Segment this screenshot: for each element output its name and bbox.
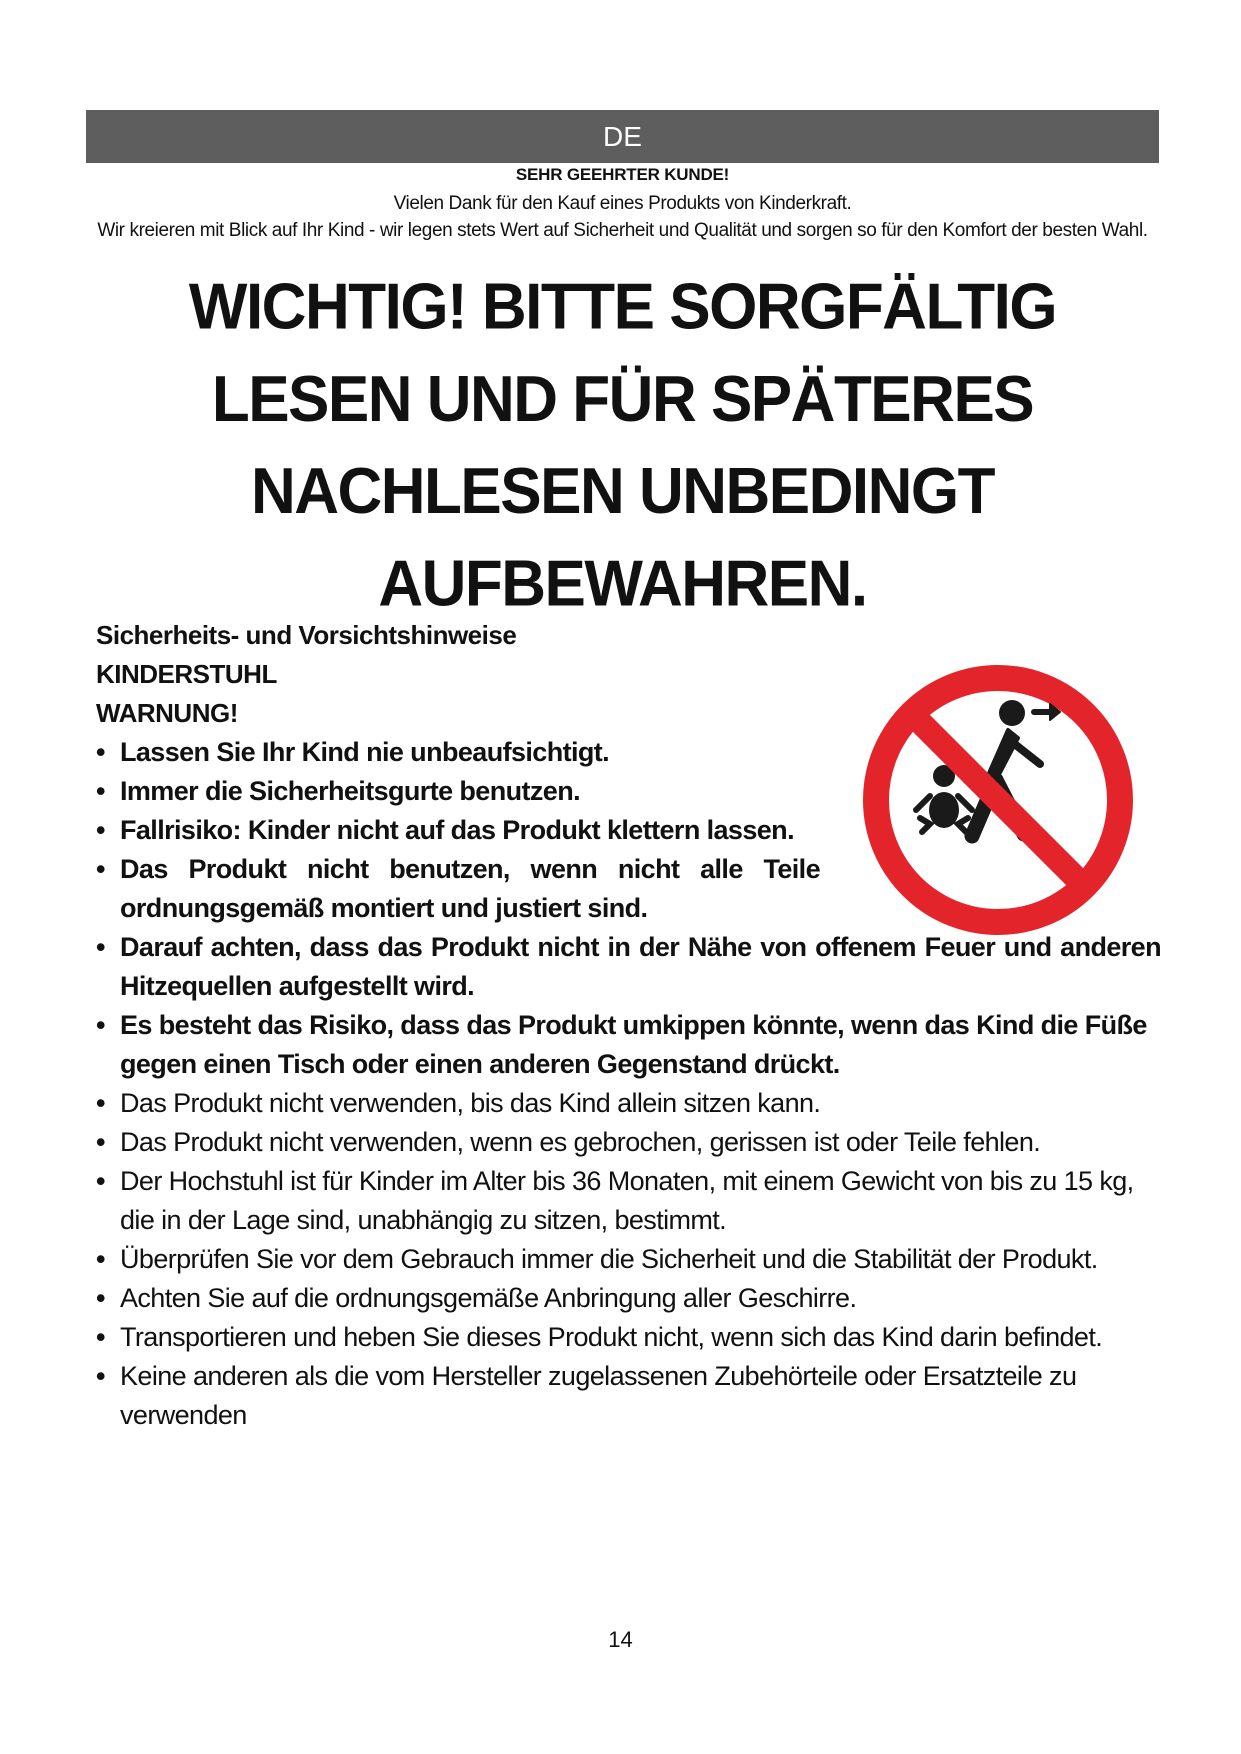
warning-label: WARNUNG! xyxy=(96,698,238,728)
product-name: KINDERSTUHL xyxy=(96,659,277,689)
intro-line-mission: Wir kreieren mit Blick auf Ihr Kind - wir legen stets Wert auf Sicherheit und Qualität und sorgen so für den Komfort der besten Wahl. xyxy=(97,220,1148,241)
page-number: 14 xyxy=(608,1627,633,1652)
greeting: SEHR GEEHRTER KUNDE! xyxy=(515,165,730,184)
list-item: • Keine anderen als die vom Hersteller zugelassenen Zubehörteile oder Ersatzteile zu verwenden xyxy=(96,1357,1161,1435)
list-item: • Darauf achten, dass das Produkt nicht in der Nähe von offenem Feuer und anderen Hitzequellen aufgestellt wird. xyxy=(96,928,1161,1006)
intro-text xyxy=(86,190,1159,244)
list-item: • Überprüfen Sie vor dem Gebrauch immer die Sicherheit und die Stabilität der Produkt. xyxy=(96,1240,1161,1279)
list-item: • Achten Sie auf die ordnungsgemäße Anbringung aller Geschirre. xyxy=(96,1279,1161,1318)
list-item: • Das Produkt nicht verwenden, wenn es gebrochen, gerissen ist oder Teile fehlen. xyxy=(96,1123,1161,1162)
list-item: • Das Produkt nicht verwenden, bis das Kind allein sitzen kann. xyxy=(96,1084,1161,1123)
list-item: • Das Produkt nicht benutzen, wenn nicht alle Teile ordnungsgemäß montiert und justiert sind. xyxy=(96,850,820,928)
language-header-bar xyxy=(86,110,1159,163)
intro-line-thanks: Vielen Dank für den Kauf eines Produkts von Kinderkraft. xyxy=(393,193,852,214)
important-headline: WICHTIG! BITTE SORGFÄLTIG LESEN UND FÜR SPÄTERES NACHLESEN UNBEDINGT AUFBEWAHREN. xyxy=(188,270,1057,621)
list-item: • Immer die Sicherheitsgurte benutzen. xyxy=(96,772,1161,811)
section-title: Sicherheits- und Vorsichtshinweise xyxy=(96,620,517,650)
language-code: DE xyxy=(603,121,642,152)
list-item: • Der Hochstuhl ist für Kinder im Alter bis 36 Monaten, mit einem Gewicht von bis zu 15 kg, die in der Lage sind, unabhängig zu sitzen, bestimmt. xyxy=(96,1162,1161,1240)
list-item: • Lassen Sie Ihr Kind nie unbeaufsichtigt. xyxy=(96,733,1161,772)
list-item: • Transportieren und heben Sie dieses Produkt nicht, wenn sich das Kind darin befindet. xyxy=(96,1318,1161,1357)
warning-list xyxy=(96,733,1161,1435)
list-item: • Es besteht das Risiko, dass das Produkt umkippen könnte, wenn das Kind die Füße gegen einen Tisch oder einen anderen Gegenstand drückt. xyxy=(96,1006,1161,1084)
list-item: • Fallrisiko: Kinder nicht auf das Produkt klettern lassen. xyxy=(96,811,820,850)
safety-section-heading xyxy=(96,616,796,733)
